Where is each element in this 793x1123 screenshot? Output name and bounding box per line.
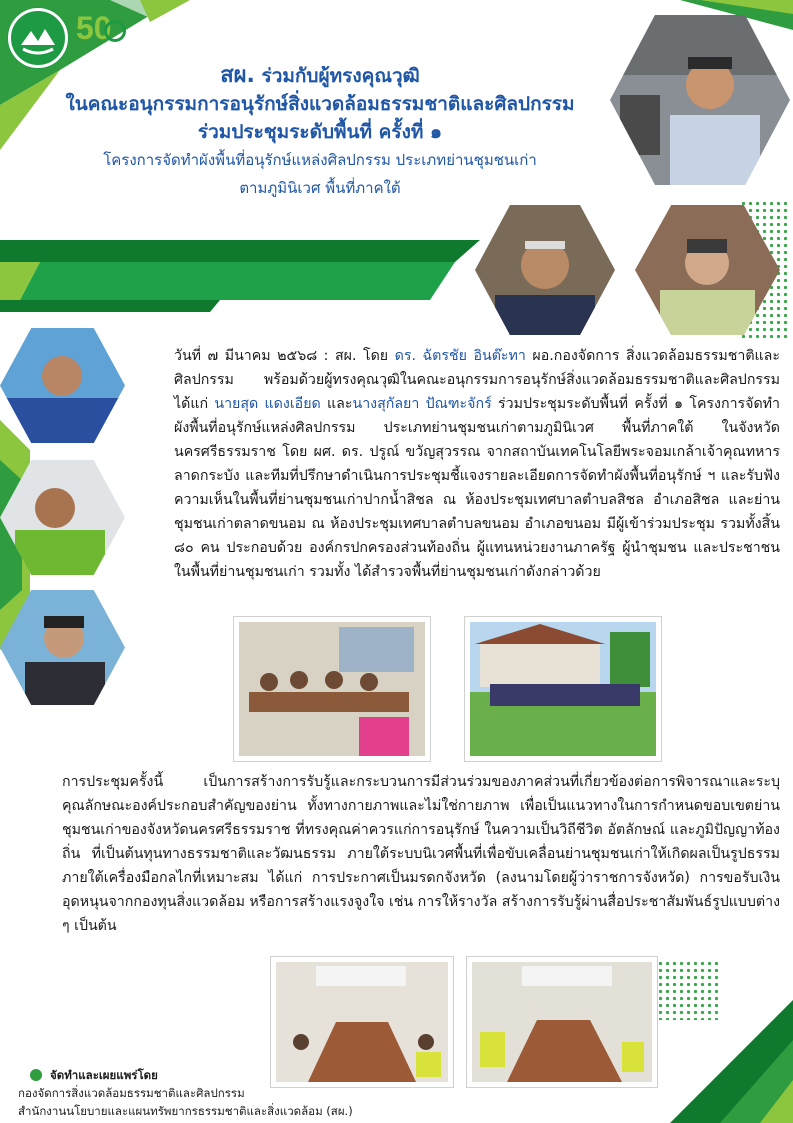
anniversary-number: 50 [76,10,112,46]
page-subtitle-line1: โครงการจัดทำผังพื้นที่อนุรักษ์แหล่งศิลปกรรม ประเภทย่านชุมชนเก่า [103,151,537,169]
anniversary-50-logo-icon [76,10,126,54]
footer-line-1: กองจัดการสิ่งแวดล้อมธรรมชาติและศิลปกรรม [18,1086,245,1100]
director-name: ดร. ฉัตรชัย อินต๊ะทา [394,348,526,364]
publisher-footer [18,1066,353,1120]
footer-heading: จัดทำและเผยแพร่โดย [50,1068,158,1082]
para2-text: การประชุมครั้งนี้ เป็นการสร้างการรับรู้และกระบวนการมีส่วนร่วมของภาคส่วนที่เกี่ยวข้องต่อการพิจารณาและระบุคุณลักษณะองค์ประกอบสำคัญของย่าน ทั้งทางกายภาพและไม่ใช่กายภาพ เพื่อเป็นแนวทางในการกำหนดขอบเขตย่านชุมชนเก่าของจังหวัดนครศรีธรรมราช ที่ทรงคุณค่าควรแก่การอนุรักษ์ ในความเป็นวิถีชีวิต อัตลักษณ์ และภูมิปัญญาท้องถิ่น ที่เป็นต้นทุนทางธรรมชาติและวัฒนธรรม ภายใต้ระบบนิเวศพื้นที่เพื่อขับเคลื่อนย่านชุมชนเก่าให้เกิดผลเป็นรูปธรรม ภายใต้เครื่องมือกลไกที่เหมาะสม ได้แก่ การประกาศเป็นมรดกจังหวัด (ลงนามโดยผู้ว่าราชการจังหวัด) การขอรับเงินอุดหนุนจากกองทุนสิ่งแวดล้อม หรือการสร้างแรงจูงใจ เช่น การให้รางวัล สร้างการรับรู้ผ่านสื่อประชาสัมพันธ์รูปแบบต่าง ๆ เป็นต้น [62,774,780,934]
para1-text-c: และ [320,396,353,412]
footer-line-2: สำนักงานนโยบายและแผนทรัพยากรธรรมชาติและสิ่งแวดล้อม (สผ.) [18,1104,353,1118]
photo-meeting-table-2 [467,957,657,1087]
para1-text-a: วันที่ ๗ มีนาคม ๒๕๖๘ : สผ. โดย [174,348,395,364]
article-paragraph-2 [62,770,780,938]
photo-meeting-room-sichon [234,617,430,761]
onep-logo-icon [8,8,68,68]
article-paragraph-1 [174,344,780,584]
page-title-line1 [20,62,620,90]
para1-text-d: ร่วมประชุมระดับพื้นที่ ครั้งที่ ๑ โครงการจัดทำผังพื้นที่อนุรักษ์แหล่งศิลปกรรม ประเภทย่านชุมชนเก่าตามภูมินิเวศ พื้นที่ภาคใต้ ในจังหวัดนครศรีธรรมราช โดย ผศ. ดร. ปรูณ์ ขวัญสุวรรณ จากสถาบันเทคโนโลยีพระจอมเกล้าเจ้าคุณทหารลาดกระบัง และทีมที่ปรึกษาดำเนินการประชุมชี้แจงรายละเอียดการจัดทำผังพื้นที่อนุรักษ์ ฯ และรับฟังความเห็นในพื้นที่ย่านชุมชนเก่าปากน้ำสิชล ณ ห้องประชุมเทศบาลตำบลสิชล อำเภอสิชล และย่านชุมชนเก่าตลาดขนอม ณ ห้องประชุมเทศบาลตำบลขนอม อำเภอขนอม มีผู้เข้าร่วมประชุม รวมทั้งสิ้น ๘๐ คน ประกอบด้วย องค์กรปกครองส่วนท้องถิ่น ผู้แทนหน่วยงานภาครัฐ ผู้นำชุมชน และประชาชนในพื้นที่ย่านชุมชนเก่า รวมทั้ง ได้สำรวจพื้นที่ย่านชุมชนเก่าดังกล่าวด้วย [174,396,781,580]
title-block [20,62,620,202]
expert-name-1: นายสุด แดงเอียด [214,396,321,412]
photo-group-outdoor-khanom [465,617,661,761]
expert-name-2: นางสุกัลยา ปัณฑะจักร์ [352,396,492,412]
page-subtitle-line2: ตามภูมินิเวศ พื้นที่ภาคใต้ [239,179,401,197]
para1-text-b: ผอ.กองจัดการ สิ่งแวดล้อมธรรมชาติและศิลปกรรม พร้อมด้วยผู้ทรงคุณวุฒิในคณะอนุกรรมการอนุรักษ์สิ่งแวดล้อมธรรมชาติและศิลปกรรม ได้แก่ [174,348,780,412]
page-title-line2: ในคณะอนุกรรมการอนุรักษ์สิ่งแวดล้อมธรรมชาติและศิลปกรรม [65,93,575,115]
page-title-line3: ร่วมประชุมระดับพื้นที่ ครั้งที่ ๑ [197,121,443,143]
title-brand: สผ. [220,63,255,88]
dot-pattern-bottom [650,960,720,1020]
title-line1-text: ร่วมกับผู้ทรงคุณวุฒิ [261,65,420,87]
footer-heading-row [30,1066,353,1084]
bullet-dot-icon [30,1069,42,1081]
